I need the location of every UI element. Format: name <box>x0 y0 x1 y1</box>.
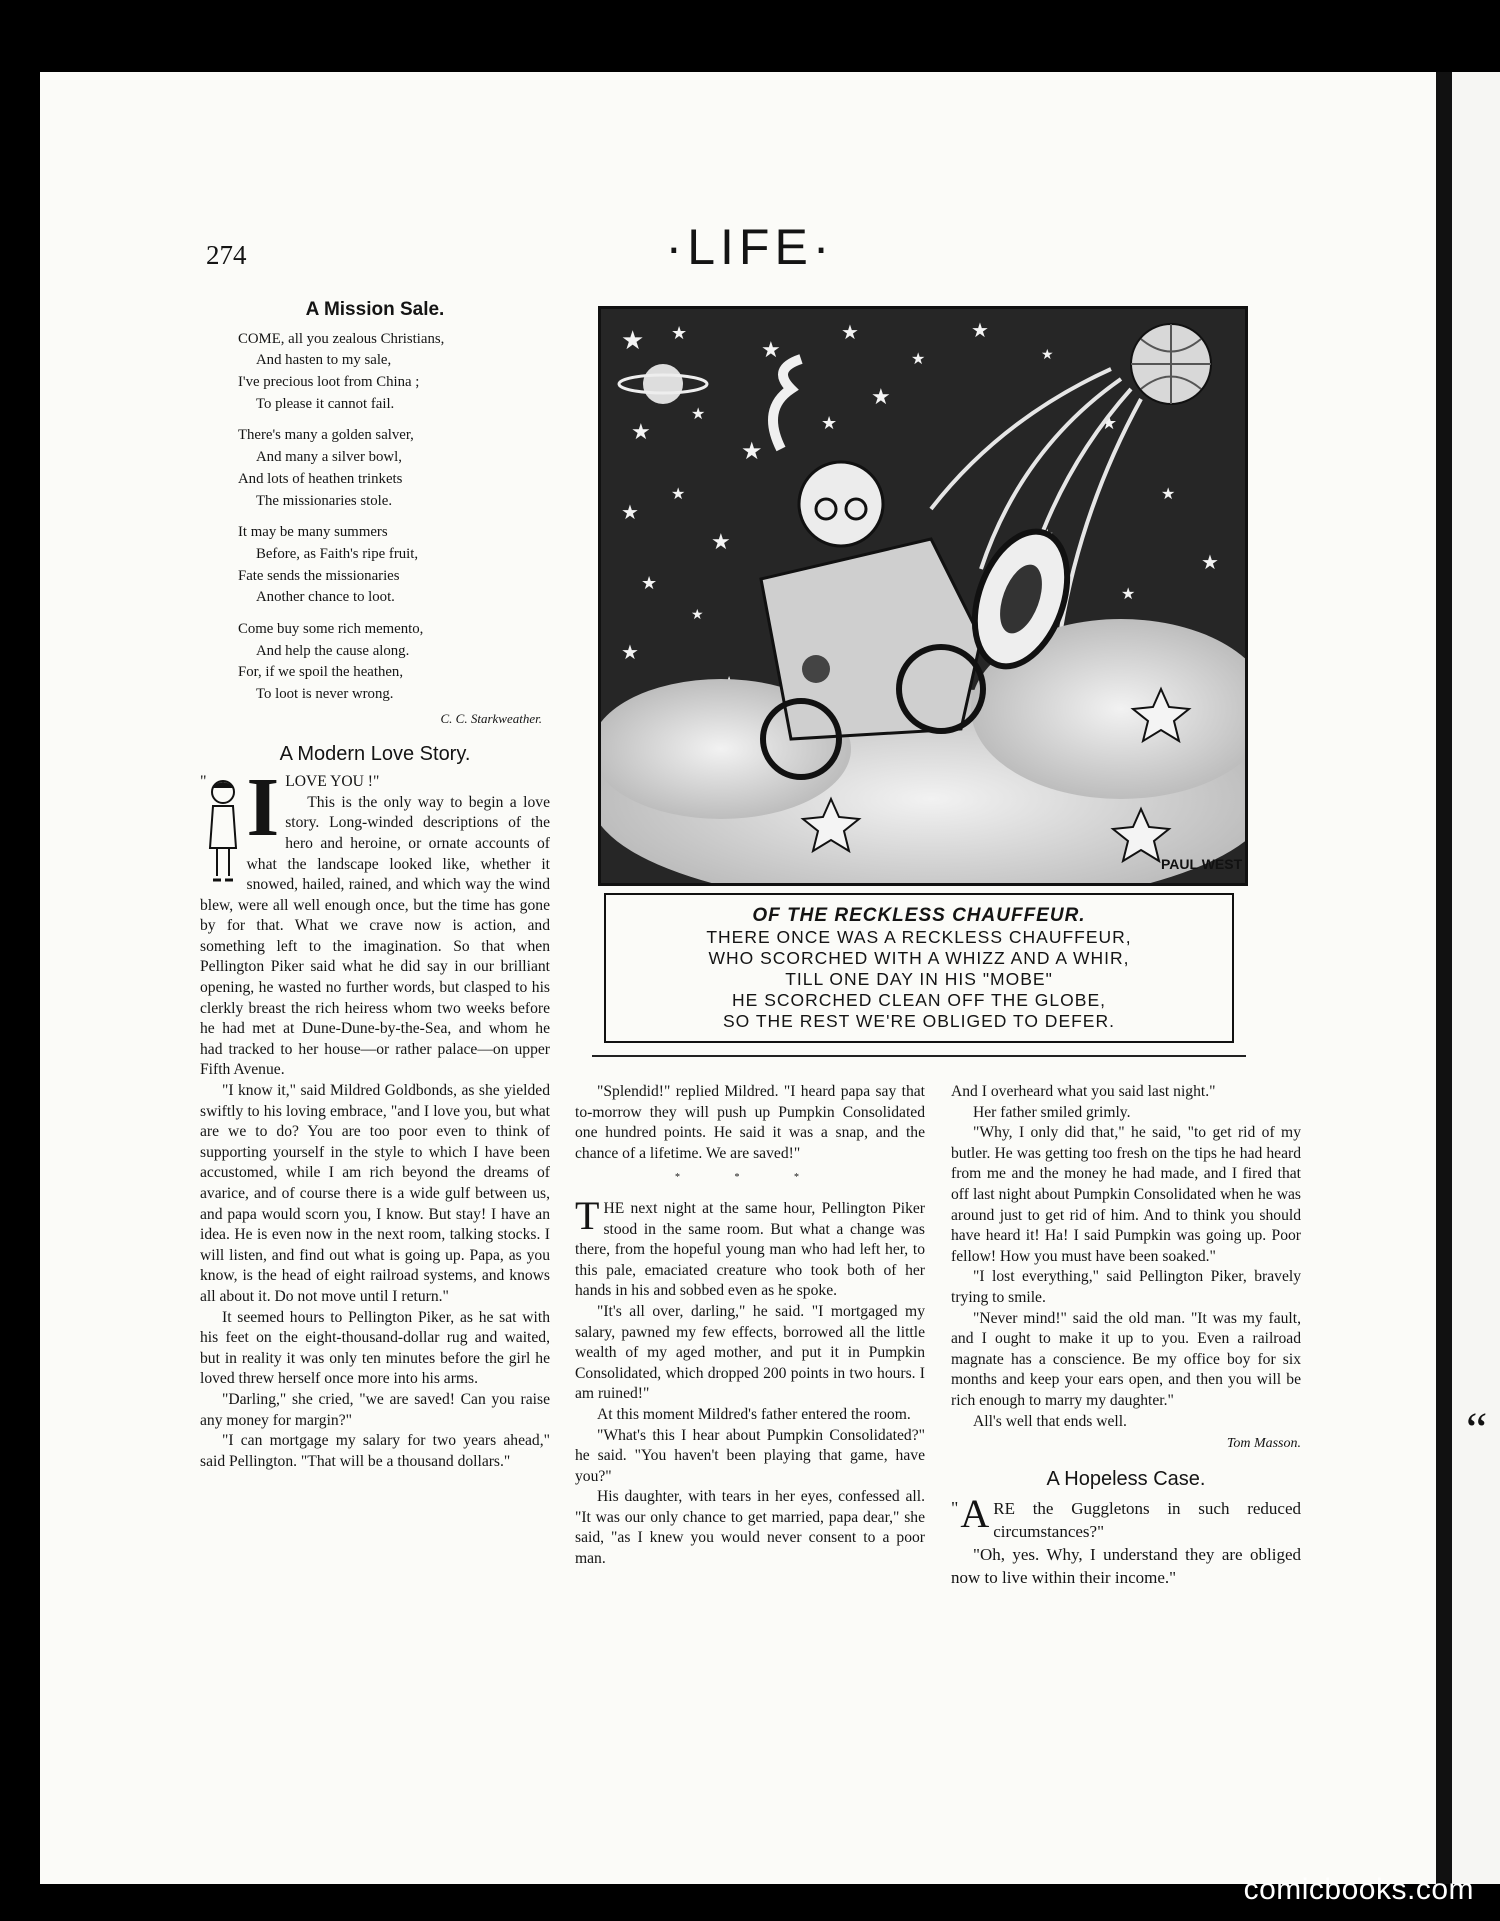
love-story-paragraph: "Darling," she cried, "we are saved! Can you raise any money for margin?" <box>200 1390 550 1429</box>
next-page-edge <box>1452 72 1500 1884</box>
love-story-paragraph: Her father smiled grimly. <box>973 1103 1131 1121</box>
part-2-dropcap: T <box>575 1192 600 1238</box>
svg-text:★: ★ <box>691 608 704 623</box>
caption-line: HE SCORCHED CLEAN OFF THE GLOBE, <box>732 990 1106 1010</box>
love-story-opening <box>200 761 550 1081</box>
svg-text:★: ★ <box>1161 486 1176 503</box>
love-story-title: A Modern Love Story. <box>279 742 471 765</box>
love-story-paragraph: His daughter, with tears in her eyes, confessed all. "It was our only chance to get married, papa dear," she said, "as I knew you would never consent to a poor man. <box>575 1488 925 1568</box>
svg-text:★: ★ <box>1101 413 1118 433</box>
opening-quote: " <box>200 773 207 791</box>
mission-sale-poem <box>200 329 550 730</box>
poem-line: Before, as Faith's ripe fruit, <box>256 545 419 562</box>
poem-line: Come buy some rich memento, <box>238 621 424 638</box>
poem-line: Fate sends the missionaries <box>238 567 400 584</box>
column-2 <box>575 1082 925 1570</box>
love-story-part-2 <box>575 1192 925 1302</box>
caption-line: SO THE REST WE'RE OBLIGED TO DEFER. <box>723 1011 1115 1031</box>
svg-text:★: ★ <box>871 384 891 409</box>
love-story-paragraph: "I can mortgage my salary for two years ahead," said Pellington. "That will be a thousand dollars." <box>200 1432 550 1470</box>
hopeless-case-title: A Hopeless Case. <box>1046 1467 1206 1490</box>
cartoon-caption <box>604 893 1234 1043</box>
love-story-opening-line: LOVE YOU !" <box>285 773 380 791</box>
svg-text:★: ★ <box>841 322 859 344</box>
section-separator: * * * <box>675 1172 825 1184</box>
love-story-author: Tom Masson. <box>1226 1436 1301 1452</box>
cartoon-drawing <box>601 309 1245 883</box>
svg-text:★: ★ <box>1121 586 1136 603</box>
partial-glyph: “ <box>1466 1403 1488 1456</box>
poem-line: There's many a golden salver, <box>238 427 414 444</box>
site-watermark: comicbooks.com <box>1243 1873 1474 1906</box>
globe <box>1131 324 1211 404</box>
caption-line: TILL ONE DAY IN HIS "MOBE" <box>785 969 1053 989</box>
svg-text:★: ★ <box>711 529 731 554</box>
love-story-paragraph: "Splendid!" replied Mildred. "I heard papa say that to-morrow they will push up Pumpkin Consolidated one hundred points. He said it was a snap, and the chance of a lifetime. We are saved!" <box>575 1083 925 1162</box>
poem-line: For, if we spoil the heathen, <box>238 664 404 681</box>
stanza-3 <box>238 522 542 609</box>
love-story-paragraph: This is the only way to begin a love story. Long-winded descriptions of the hero and heroine, or ornate accounts of what the landscape looked like, whether it snowed, hailed, rained, and which way the wind blew, were all well enough once, but the time has gone by for that. What we crave now is action, and something left to the imagination. So that when Pellington Piker said what he did say in our brilliant opening, he wasted no further words, but clasped to his clerkly breast the rich heiress whom two weeks before he had met at Dune-Dune-by-the-Sea, and whom he had tracked to her house—or rather palace—on upper Fifth Avenue. <box>200 793 550 1079</box>
poem-line: And help the cause along. <box>256 642 410 659</box>
love-story-paragraph: HE next night at the same hour, Pellington Piker stood in the same room. But what a change was there, from the hopeful young man who had left her, to this pale, emaciated creature who took both of her hands in his and sobbed even as he spoke. <box>575 1199 925 1300</box>
svg-text:★: ★ <box>621 502 639 524</box>
page-number: 274 <box>206 240 247 270</box>
hopeless-case-line: "Oh, yes. Why, I understand they are obliged now to live within their income." <box>951 1545 1301 1588</box>
hopeless-case-body <box>951 1491 1301 1589</box>
mission-sale-author: C. C. Starkweather. <box>440 710 542 726</box>
svg-text:★: ★ <box>631 419 651 444</box>
svg-text:★: ★ <box>621 642 639 664</box>
poem-line: And lots of heathen trinkets <box>238 470 403 487</box>
masthead: ·LIFE· <box>665 219 835 275</box>
poem-line: To loot is never wrong. <box>256 686 394 703</box>
svg-text:★: ★ <box>741 439 763 465</box>
love-story-paragraph: "Why, I only did that," he said, "to get rid of my butler. He was getting too fresh on the tips he had heard from me and the money he had made, and I fired that off last night about Pumpkin Consolidated when he was around just to get rid of him. And to think you should have heard it! Ha! I said Pumpkin was going up. Poor fellow! How you must have been soaked." <box>951 1124 1301 1265</box>
love-story-paragraph: At this moment Mildred's father entered the room. <box>597 1405 911 1423</box>
poem-line: And hasten to my sale, <box>256 352 392 369</box>
mission-sale-title: A Mission Sale. <box>305 299 445 320</box>
svg-text:★: ★ <box>641 573 658 593</box>
column-3 <box>951 1082 1301 1589</box>
poem-line: The missionaries stole. <box>256 492 393 509</box>
poem-line: I've precious loot from China ; <box>238 374 420 390</box>
stanza-2 <box>238 425 542 512</box>
love-story-paragraph: "What's this I hear about Pumpkin Consolidated?" he said. "You haven't been playing that game, have you?" <box>575 1426 925 1485</box>
stanza-1 <box>238 329 542 416</box>
svg-text:★: ★ <box>971 320 989 342</box>
svg-text:★: ★ <box>671 323 688 343</box>
poem-line: To please it cannot fail. <box>256 395 395 412</box>
poem-line: Another chance to loot. <box>256 589 395 606</box>
love-story-paragraph: "Never mind!" said the old man. "It was my fault, and I ought to make it up to you. Even a railroad magnate has a conscience. Be my office boy for six months and keep your ears open, and then you will be rich enough to marry my daughter." <box>951 1309 1301 1409</box>
svg-text:★: ★ <box>1201 552 1219 574</box>
love-story-paragraph: "It's all over, darling," he said. "I mortgaged my salary, pawned my few effects, borrowed all the little wealth of my aged mother, and put it in Pumpkin Consolidated, which dropped 200 points in two hours. I am ruined!" <box>575 1302 925 1403</box>
cartoon-illustration <box>598 306 1248 886</box>
caption-line: WHO SCORCHED WITH A WHIZZ AND A WHIR, <box>708 948 1130 968</box>
poem-line: COME, all you zealous Christians, <box>238 330 445 347</box>
love-story-paragraph: All's well that ends well. <box>973 1412 1127 1430</box>
love-story-paragraph: "I know it," said Mildred Goldbonds, as she yielded swiftly to his loving embrace, "and I love you, but what are we to do? You are too poor even to think of supporting yourself in the style to which I have been accustomed, while I am rich beyond the dreams of avarice, and of course there is a wide gulf between us, and papa would scorn you, I know. But stay! I have an idea. He is even now in the next room, talking stocks. I will listen, and find out what is going up. Papa, as you know, is the head of eight railroad systems, and knows all about it. Do not move until I return." <box>200 1082 550 1305</box>
svg-text:★: ★ <box>691 406 706 423</box>
love-story-paragraph: And I overheard what you said last night." <box>951 1083 1216 1100</box>
svg-text:★: ★ <box>621 326 645 355</box>
cartoon-signature: PAUL WEST <box>1161 856 1243 872</box>
hopeless-quote: " <box>951 1498 959 1519</box>
caption-title: OF THE RECKLESS CHAUFFEUR. <box>752 905 1086 926</box>
svg-text:★: ★ <box>761 337 781 362</box>
love-story-dropcap: I <box>246 761 280 855</box>
girl-figure-illustration <box>203 776 243 886</box>
svg-text:★: ★ <box>911 351 926 368</box>
stanza-4 <box>238 619 542 706</box>
love-story-paragraph: It seemed hours to Pellington Piker, as he sat with his feet on the eight-thousand-dollar rug and waited, but in reality it was only ten minutes before the girl he loved threw herself once more into his arms. <box>200 1308 550 1388</box>
gutter-edge <box>1436 72 1452 1884</box>
svg-text:★: ★ <box>1041 348 1054 363</box>
poem-line: It may be many summers <box>238 524 388 541</box>
hopeless-case-line: RE the Guggletons in such reduced circumstances?" <box>993 1499 1301 1542</box>
poem-line: And many a silver bowl, <box>256 449 402 466</box>
section-rule <box>592 1055 1246 1057</box>
caption-line: THERE ONCE WAS A RECKLESS CHAUFFEUR, <box>706 927 1132 947</box>
svg-text:★: ★ <box>821 413 838 433</box>
column-1 <box>200 300 550 1472</box>
hopeless-case-dropcap: A <box>960 1491 990 1537</box>
svg-text:★: ★ <box>671 486 686 503</box>
love-story-paragraph: "I lost everything," said Pellington Piker, bravely trying to smile. <box>951 1268 1301 1306</box>
